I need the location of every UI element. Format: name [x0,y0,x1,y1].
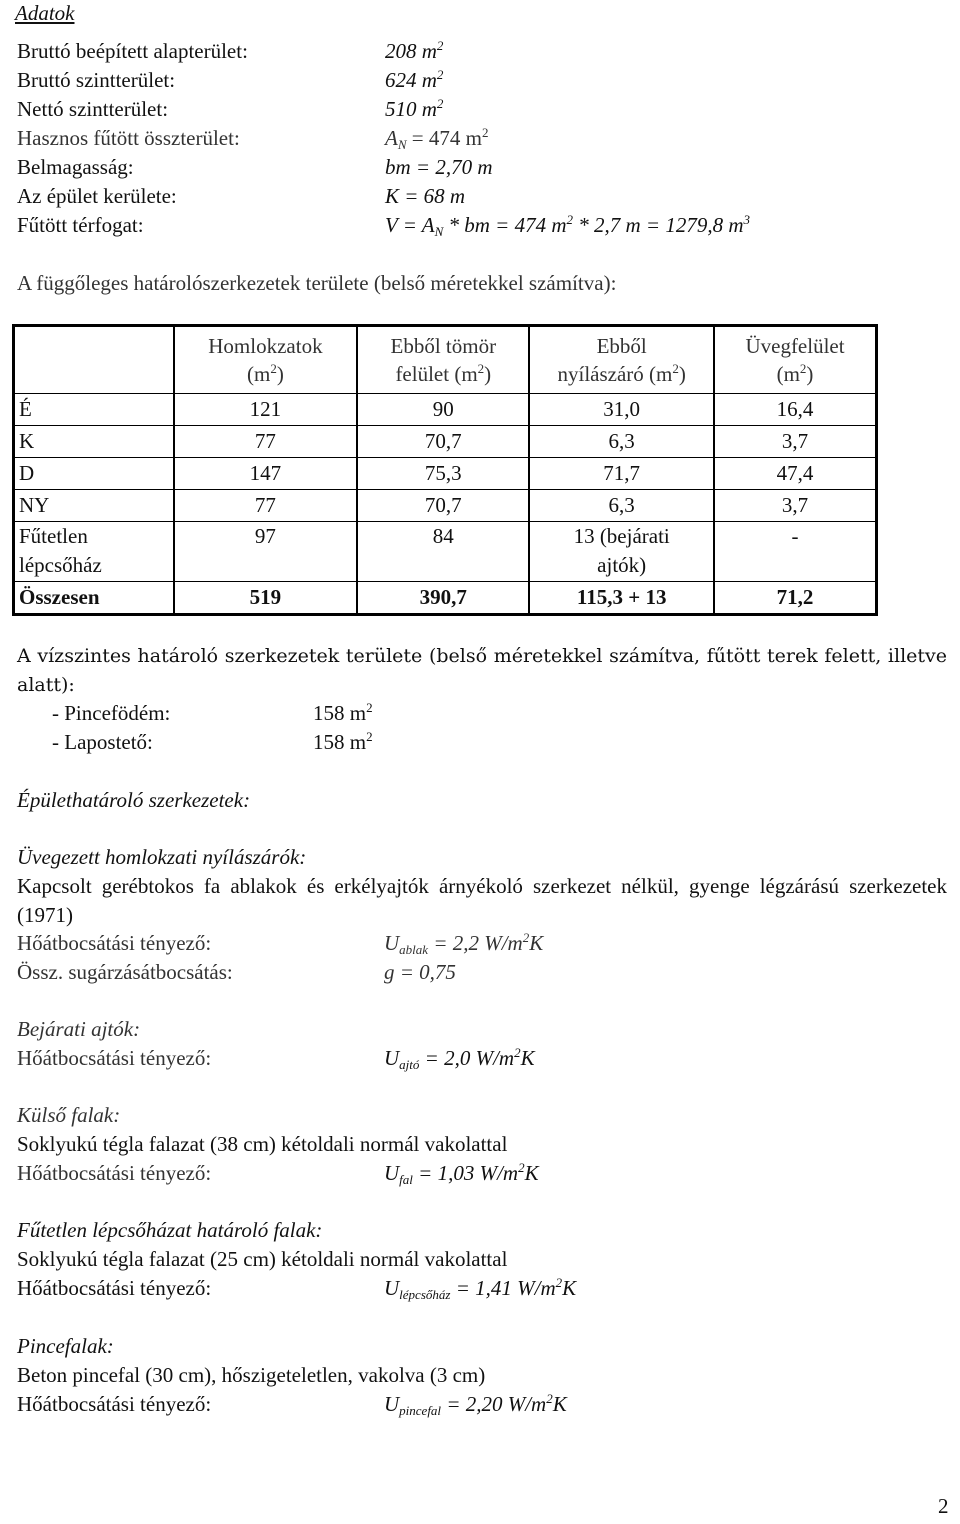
area-row: Bruttó beépített alapterület: 208 $m^2$ [17,38,897,67]
stair-walls-desc: Soklyukú tégla falazat (25 cm) kétoldali normál vakolattal [17,1247,508,1271]
area-row: Hasznos fűtött összterület: $A_N = 474$ $m^2$ [17,125,489,152]
basement-walls-title: Pincefalak: [17,1334,114,1358]
horizontal-item-value: 158 $m^2$ [313,700,373,725]
section-title: Adatok [15,1,75,25]
table-cell: 90 [357,394,529,426]
area-value: 208 m [385,39,437,63]
area-row [17,183,897,212]
table-cell: K [14,426,174,458]
table-cell: 70,7 [357,426,529,458]
glazing-title: Üvegezett homlokzati nyílászárók: [17,845,307,869]
page-number: 2 [938,1494,949,1518]
stair-walls-u-label: Hőátbocsátási tényező: [17,1276,212,1300]
table-cell: 115,3 + 13 [529,581,714,614]
table-cell: 6,3 [529,426,714,458]
table-cell: 84 [357,522,529,582]
horizontal-heading: A vízszintes határoló szerkezetek területe (belső méretekkel számítva, fűtött terek felett, illetve alatt): [17,645,947,696]
table-cell: 75,3 [357,458,529,490]
table-cell: 31,0 [529,394,714,426]
area-label: Az épület kerülete: [17,184,177,208]
area-row: Fűtött térfogat: $V = A_N$ * bm = 474 $m^2 * 2,7$ m = 1279,8 $m^3$ [17,212,751,239]
table-cell: Összesen [14,581,174,614]
ext-walls-u-label: Hőátbocsátási tényező: [17,1161,212,1185]
facade-table [12,324,878,616]
ext-walls-desc: Soklyukú tégla falazat (38 cm) kétoldali normál vakolattal [17,1132,508,1156]
table-header-cell: Üvegfelület $(m^2)$ [745,333,845,386]
glazing-u-value: $U_{ablak} = 2,2$ $W/m^2K$ [384,930,544,957]
doors-u-label: Hőátbocsátási tényező: [17,1046,212,1070]
glazing-desc: Kapcsolt gerébtokos fa ablakok és erkélyajtók árnyékoló szerkezet nélkül, gyenge légzárású szerkezetek (1971) [17,874,947,927]
table-cell: 71,7 [529,458,714,490]
glazing-g-label: Össz. sugárzásátbocsátás: [17,960,233,984]
table-cell: Fűtetlen lépcsőház [14,522,174,582]
table-total-row [14,581,877,614]
basement-walls-u-value: $U_{pincefal} = 2,20$ $W/m^2K$ [384,1391,567,1418]
table-header-cell [14,326,174,394]
table-cell: 519 [174,581,358,614]
doors-u-value: $U_{ajtó} = 2,0$ $W/m^2K$ [384,1045,535,1072]
table-cell: 3,7 [714,426,876,458]
area-label: Nettó szintterület: [17,97,169,121]
table-cell: 47,4 [714,458,876,490]
table-cell: 6,3 [529,490,714,522]
table-header-cell: Homlokzatok $(m^2)$ [174,326,358,394]
table-cell: 77 [174,490,358,522]
ext-walls-title: Külső falak: [17,1103,121,1127]
area-label: Hasznos fűtött összterület: [17,126,240,150]
table-cell: 97 [174,522,358,582]
horizontal-item: - Pincefödém: [52,701,171,725]
table-header-cell: Ebből nyílászáró $(m^2)$ [529,326,714,394]
table-row [14,394,877,426]
area-label: Belmagasság: [17,155,134,179]
table-cell: 121 [174,394,358,426]
area-label: Fűtött térfogat: [17,213,144,237]
area-label: Bruttó beépített alapterület: [17,39,248,63]
glazing-u-label: Hőátbocsátási tényező: [17,931,212,955]
horizontal-item: - Lapostető: [52,730,153,754]
table-cell: 147 [174,458,358,490]
table-cell: 16,4 [714,394,876,426]
area-value: 624 m [385,68,437,92]
table-cell: 77 [174,426,358,458]
table-cell: 71,2 [714,581,876,614]
table-row [14,522,877,582]
table-header-cell: Ebből tömör felület $(m^2)$ [357,326,529,394]
area-value: 510 m [385,97,437,121]
basement-walls-u-label: Hőátbocsátási tényező: [17,1392,212,1416]
stair-walls-u-value: $U_{lépcsőház} = 1,41$ $W/m^2K$ [384,1275,577,1302]
table-cell: D [14,458,174,490]
structures-title: Épülethatároló szerkezetek: [17,788,251,812]
area-row: Nettó szintterület: 510 $m^2$ [17,96,897,125]
area-row: Bruttó szintterület: 624 $m^2$ [17,67,897,96]
ext-walls-u-value: $U_{fal} = 1,03$ $W/m^2K$ [384,1160,539,1187]
table-cell: - [714,522,876,582]
doors-title: Bejárati ajtók: [17,1017,141,1041]
area-label: Bruttó szintterület: [17,68,176,92]
table-cell: NY [14,490,174,522]
horizontal-item-value: 158 $m^2$ [313,729,373,754]
table-cell: 70,7 [357,490,529,522]
area-value: K = 68 m [385,184,466,208]
table-header-row [14,326,877,394]
glazing-g-value: g = 0,75 [384,960,456,984]
area-row [17,154,897,183]
stair-walls-title: Fűtetlen lépcsőházat határoló falak: [17,1218,323,1242]
table-cell: 3,7 [714,490,876,522]
table-row [14,426,877,458]
table-row [14,458,877,490]
table-row [14,490,877,522]
table-cell: 13 (bejárati ajtók) [529,522,714,582]
area-value: bm = 2,70 m [385,155,493,179]
table-cell: É [14,394,174,426]
vertical-heading: A függőleges határolószerkezetek területe (belső méretekkel számítva): [17,271,617,295]
basement-walls-desc: Beton pincefal (30 cm), hőszigeteletlen, vakolva (3 cm) [17,1363,486,1387]
area-value: = 474 m [406,126,482,150]
table-cell: 390,7 [357,581,529,614]
